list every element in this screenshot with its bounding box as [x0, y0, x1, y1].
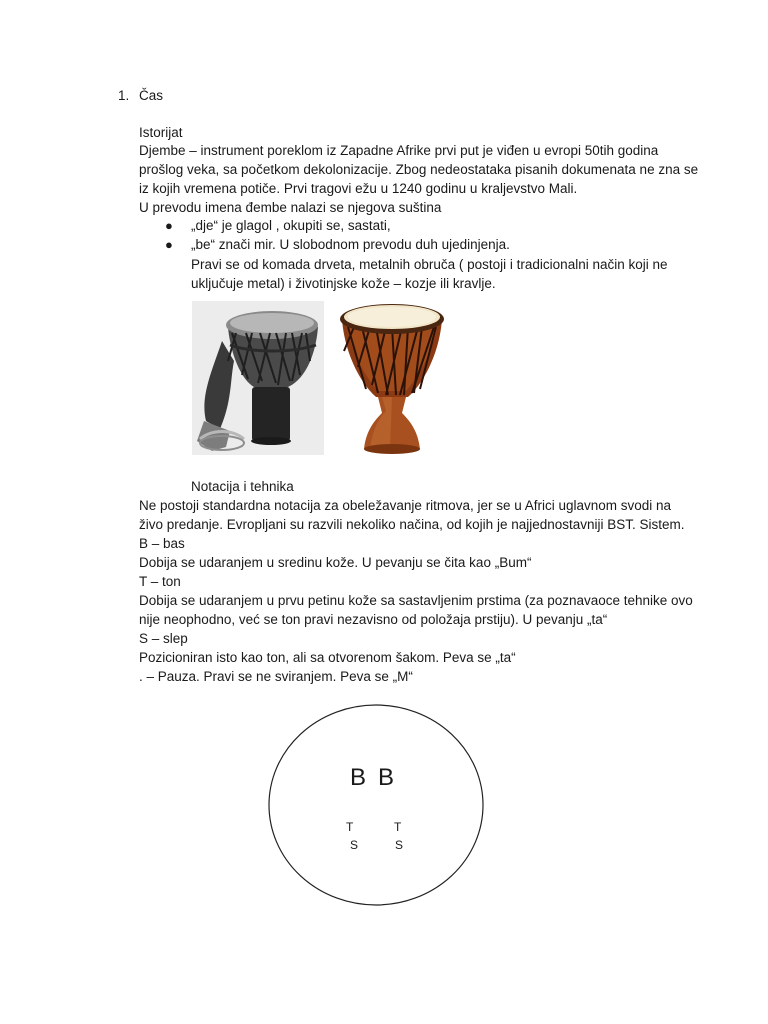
paragraph-line: Dobija se udaranjem u sredinu kože. U pevanju se čita kao „Bum“ [139, 555, 532, 570]
paragraph-line: Dobija se udaranjem u prvu petinu kože sa sastavljenim prstima (za poznavaoce tehnike ovo [139, 593, 693, 608]
notation-term-bass: B – bas [139, 536, 185, 551]
notation-term-pause: . – Pauza. Pravi se ne sviranjem. Peva se „M“ [139, 669, 413, 684]
diagram-label-slap: S [350, 838, 359, 852]
diagram-label-slap: S [395, 838, 404, 852]
section-title-notacija: Notacija i tehnika [191, 479, 294, 494]
paragraph-line: prošlog veka, sa početkom dekolonizacije. Zbog nedeostataka pisanih dokumenata ne zna se [139, 162, 699, 177]
paragraph-line: Ne postoji standardna notacija za obeležavanje ritmova, jer se u Africi uglavnom svodi na [139, 498, 672, 513]
diagram-label-bass: B [378, 764, 395, 791]
drum-head-diagram [266, 702, 486, 908]
paragraph-line: U prevodu imena đembe nalazi se njegova suština [139, 200, 442, 215]
paragraph-line: Pravi se od komada drveta, metalnih obruča ( postoji i tradicionalni način koji ne [191, 257, 668, 272]
paragraph-line: Pozicioniran isto kao ton, ali sa otvorenom šakom. Peva se „ta“ [139, 650, 516, 665]
paragraph-line: iz kojih vremena potiče. Prvi tragovi ežu u 1240 godinu u kraljevstvo Mali. [139, 181, 578, 196]
paragraph-line: nije neophodno, već se ton pravi nezavisno od položaja prstiju). U pevanju „ta“ [139, 612, 608, 627]
list-number: 1. [118, 88, 130, 103]
paragraph-line: živo predanje. Evropljani su razvili nekoliko načina, od kojih je najjednostavniji BST. Sistem. [139, 517, 685, 532]
paragraph-line: uključuje metal) i životinjske kože – kozje ili kravlje. [191, 276, 496, 291]
wooden-djembe-photo [336, 301, 448, 457]
old-djembe-photo [192, 301, 324, 455]
notation-term-tone: T – ton [139, 574, 181, 589]
paragraph-line: Djembe – instrument poreklom iz Zapadne Afrike prvi put je viđen u evropi 50tih godina [139, 143, 659, 158]
bullet-item: „be“ znači mir. U slobodnom prevodu duh ujedinjenja. [191, 237, 510, 252]
section-title-istorijat: Istorijat [139, 125, 183, 140]
bullet-icon: ● [165, 237, 173, 252]
drum-head-circle [266, 702, 486, 908]
diagram-label-tone: T [394, 820, 402, 834]
diagram-label-tone: T [346, 820, 354, 834]
bullet-icon: ● [165, 218, 173, 233]
notation-term-slap: S – slep [139, 631, 188, 646]
heading: Čas [139, 88, 164, 103]
diagram-label-bass: B [350, 764, 367, 791]
bullet-item: „dje“ je glagol , okupiti se, sastati, [191, 218, 391, 233]
